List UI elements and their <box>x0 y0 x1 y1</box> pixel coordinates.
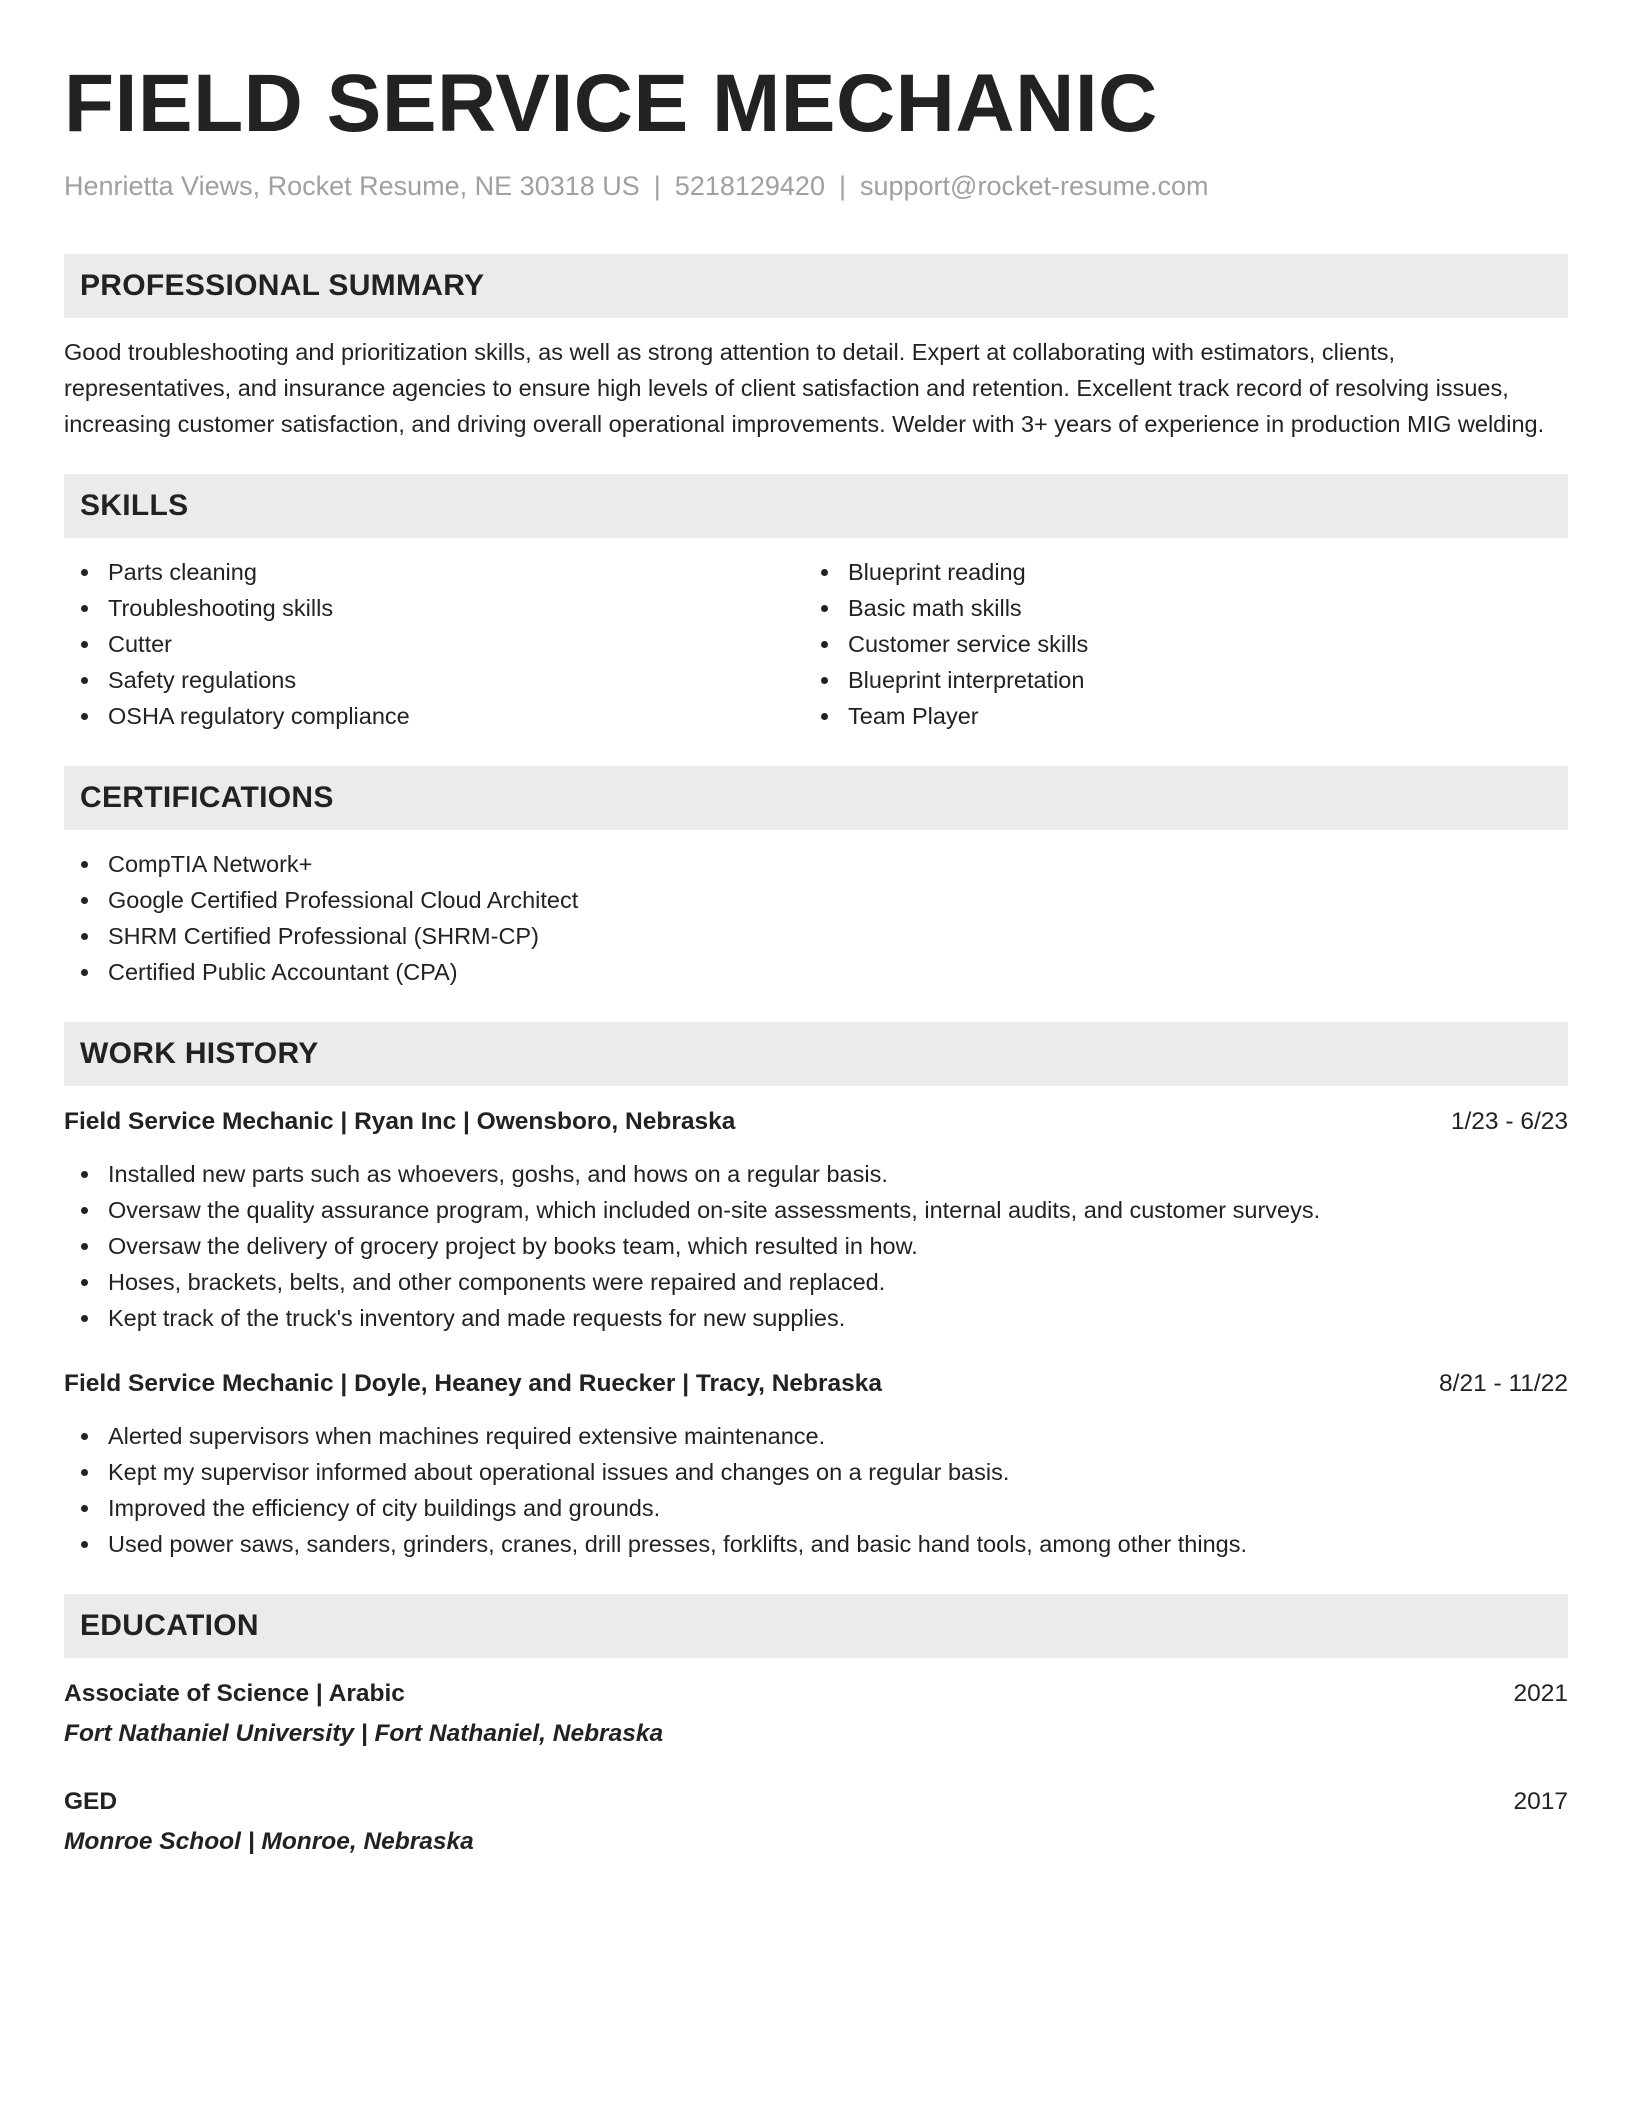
job-bullet: Installed new parts such as whoevers, goshs, and hows on a regular basis. <box>64 1156 1568 1192</box>
education-degree: Associate of Science | Arabic <box>64 1680 405 1707</box>
job-header <box>64 1104 1568 1140</box>
skill-item: Customer service skills <box>804 626 1544 662</box>
skills-list-left <box>64 554 804 734</box>
education-degree: GED <box>64 1788 118 1815</box>
contact-separator: | <box>653 171 661 201</box>
job-dates: 8/21 - 11/22 <box>1439 1370 1568 1397</box>
job-bullets <box>64 1418 1568 1562</box>
section-heading-certifications: CERTIFICATIONS <box>64 766 1568 830</box>
skill-item: Basic math skills <box>804 590 1544 626</box>
skill-item: Team Player <box>804 698 1544 734</box>
summary-text: Good troubleshooting and prioritization skills, as well as strong attention to detail. Expert at collaborating with estimators, clients, representatives, and insurance agencies to ensure high levels of client satisfaction and retention. Excellent track record of resolving issues, increasing customer satisfaction, and driving overall operational improvements. Welder with 3+ years of experience in production MIG welding. <box>64 339 1545 437</box>
job-bullet: Hoses, brackets, belts, and other components were repaired and replaced. <box>64 1264 1568 1300</box>
contact-email: support@rocket-resume.com <box>859 171 1209 201</box>
skill-item: Blueprint interpretation <box>804 662 1544 698</box>
skill-item: Safety regulations <box>64 662 804 698</box>
skills-grid <box>64 554 1568 734</box>
contact-address: Henrietta Views, Rocket Resume, NE 30318 US <box>64 171 640 201</box>
education-header <box>64 1676 1568 1712</box>
job-bullets <box>64 1156 1568 1336</box>
job-title: Field Service Mechanic | Doyle, Heaney and Ruecker | Tracy, Nebraska <box>64 1370 883 1397</box>
section-heading-work-history: WORK HISTORY <box>64 1022 1568 1086</box>
job-bullet: Used power saws, sanders, grinders, cranes, drill presses, forklifts, and basic hand tools, among other things. <box>64 1526 1568 1562</box>
contact-separator: | <box>838 171 846 201</box>
education-school: Fort Nathaniel University | Fort Nathaniel, Nebraska <box>64 1720 664 1747</box>
job-bullet: Oversaw the delivery of grocery project by books team, which resulted in how. <box>64 1228 1568 1264</box>
certification-item: Certified Public Accountant (CPA) <box>64 954 1568 990</box>
skill-item: Parts cleaning <box>64 554 804 590</box>
section-heading-skills: SKILLS <box>64 474 1568 538</box>
education-school: Monroe School | Monroe, Nebraska <box>64 1828 474 1855</box>
job-bullet: Alerted supervisors when machines required extensive maintenance. <box>64 1418 1568 1454</box>
job-header <box>64 1366 1568 1402</box>
job-bullet: Kept my supervisor informed about operational issues and changes on a regular basis. <box>64 1454 1568 1490</box>
job-bullet: Improved the efficiency of city buildings and grounds. <box>64 1490 1568 1526</box>
job-dates: 1/23 - 6/23 <box>1450 1108 1568 1135</box>
section-heading-education: EDUCATION <box>64 1594 1568 1658</box>
certification-item: CompTIA Network+ <box>64 846 1568 882</box>
education-year: 2017 <box>1513 1788 1568 1815</box>
skill-item: Troubleshooting skills <box>64 590 804 626</box>
section-heading-summary: PROFESSIONAL SUMMARY <box>64 254 1568 318</box>
certification-item: SHRM Certified Professional (SHRM-CP) <box>64 918 1568 954</box>
skill-item: OSHA regulatory compliance <box>64 698 804 734</box>
skills-list-right <box>804 554 1544 734</box>
certifications-list <box>64 846 1568 990</box>
education-header <box>64 1784 1568 1820</box>
job-bullet: Kept track of the truck's inventory and made requests for new supplies. <box>64 1300 1568 1336</box>
contact-phone: 5218129420 <box>674 171 825 201</box>
skill-item: Blueprint reading <box>804 554 1544 590</box>
certification-item: Google Certified Professional Cloud Architect <box>64 882 1568 918</box>
job-title: Field Service Mechanic | Ryan Inc | Owensboro, Nebraska <box>64 1108 736 1135</box>
contact-line <box>64 168 1568 204</box>
skill-item: Cutter <box>64 626 804 662</box>
education-year: 2021 <box>1513 1680 1568 1707</box>
resume-title: FIELD SERVICE MECHANIC <box>64 58 1158 149</box>
job-bullet: Oversaw the quality assurance program, which included on-site assessments, internal audits, and customer surveys. <box>64 1192 1568 1228</box>
